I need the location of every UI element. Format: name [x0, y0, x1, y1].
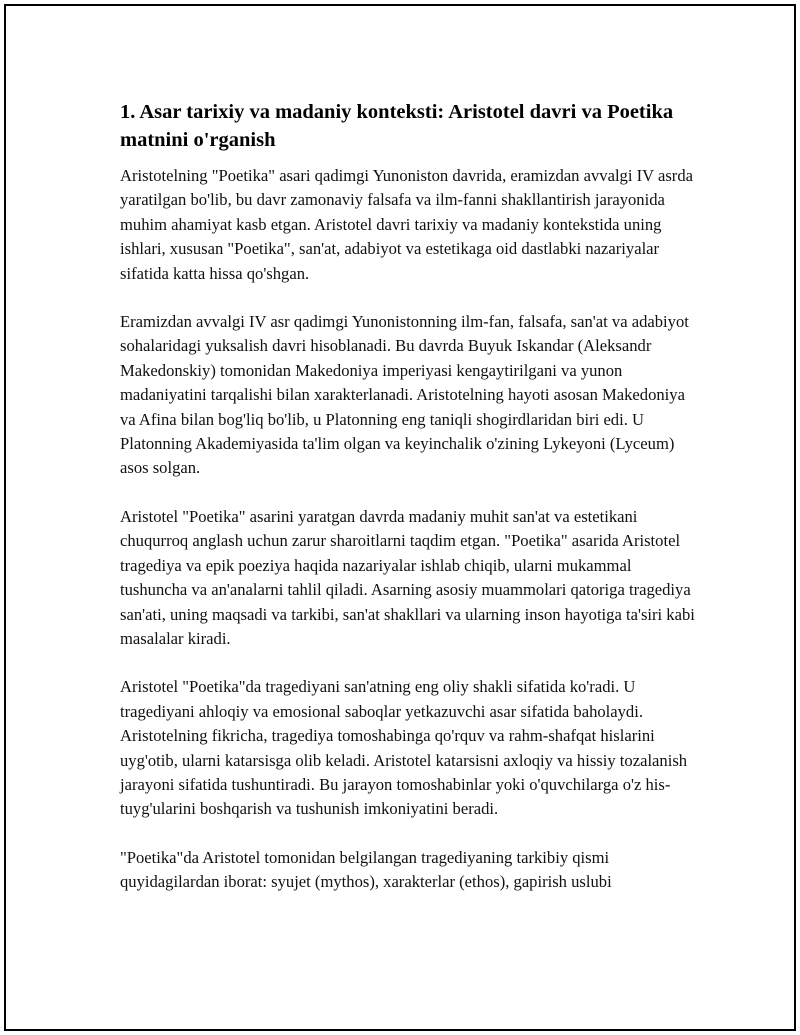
paragraph-5: "Poetika"da Aristotel tomonidan belgilangan tragediyaning tarkibiy qismi quyidagilardan iborat: syujet (mythos), xarakterlar (ethos), gapirish uslubi — [120, 847, 612, 892]
paragraph-4: Aristotel "Poetika"da tragediyani san'atning eng oliy shakli sifatida ko'radi. U tragediyani ahloqiy va emosional saboqlar yetkazuvchi asar sifatida baholaydi. Aristotelning fikricha, tragediya tomoshabinga qo'rquv va rahm-shafqat hislarini uyg'otib, ularni katarsisga olib keladi. Aristotel katarsisni axloqiy va hissiy tozalanish jarayoni sifatida tushuntiradi. Bu jarayon tomoshabinlar yoki o'quvchilarga o'z his-tuyg'ularini boshqarish va tushunish imkoniyatini beradi. — [120, 677, 688, 819]
document-body — [120, 98, 695, 919]
page-frame — [4, 4, 796, 1031]
paragraph-2: Eramizdan avvalgi IV asr qadimgi Yunonistonning ilm-fan, falsafa, san'at va adabiyot sohalaridagi yuksalish davri hisoblanadi. Bu davrda Buyuk Iskandar (Aleksandr Makedonskiy) tomonidan Makedoniya imperiyasi kengaytirilgani va yunon madaniyatini tarqalishi bilan xarakterlanadi. Aristotelning hayoti asosan Makedoniya va Afina bilan bog'liq bo'lib, u Platonning eng taniqli shogirdlaridan biri edi. U Platonning Akademiyasida ta'lim olgan va keyinchalik o'zining Lykeyoni (Lyceum) asos solgan. — [120, 312, 689, 478]
section-heading: 1. Asar tarixiy va madaniy konteksti: Aristotel davri va Poetika matnini o'rganish — [120, 101, 674, 151]
paragraph-3: Aristotel "Poetika" asarini yaratgan davrda madaniy muhit san'at va estetikani chuqurroq anglash uchun zarur sharoitlarni taqdim etgan. "Poetika" asarida Aristotel tragediya va epik poeziya haqida nazariyalar ishlab chiqib, ularni mukammal tushuncha va an'analarni tahlil qiladi. Asarning asosiy muammolari qatoriga tragediya san'ati, uning maqsadi va tarkibi, san'at shakllari va ularning inson hayotiga ta'siri kabi masalalar kiradi. — [120, 506, 695, 648]
paragraph-1: Aristotelning "Poetika" asari qadimgi Yunoniston davrida, eramizdan avvalgi IV asrda yaratilgan bo'lib, bu davr zamonaviy falsafa va ilm-fanni shakllantirish jarayonida muhim ahamiyat kasb etgan. Aristotel davri tarixiy va madaniy kontekstida uning ishlari, xususan "Poetika", san'at, adabiyot va estetikaga oid dastlabki nazariyalar sifatida katta hissa qo'shgan. — [120, 166, 693, 283]
